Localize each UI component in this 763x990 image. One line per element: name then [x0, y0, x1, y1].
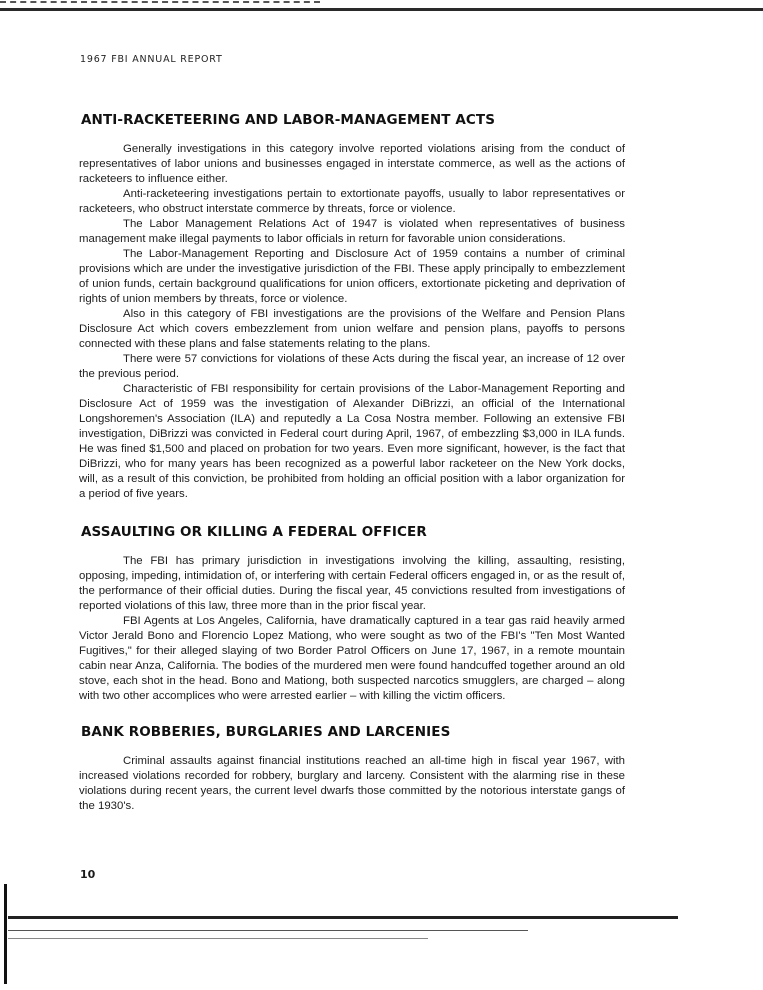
bottom-rule-line	[8, 938, 428, 939]
paragraph: Also in this category of FBI investigations are the provisions of the Welfare and Pension Plans Disclosure Act which covers embezzlement from union welfare and pension plans, payoffs to persons connected with these plans and false statements relating to the plans.	[79, 308, 625, 350]
top-border-rule	[0, 0, 763, 11]
paragraph: FBI Agents at Los Angeles, California, have dramatically captured in a tear gas raid heavily armed Victor Jerald Bono and Florencio Lopez Mationg, who were sought as two of the FBI's "Ten Most Wanted Fugitives," for their alleged slaying of two Border Patrol Officers on June 17, 1967, in a remote mountain cabin near Anza, California. The bodies of the murdered men were found handcuffed together around an old stove, each shot in the head. Bono and Mationg, both suspected narcotics smugglers, are charged – along with two other accomplices who were arrested earlier – with killing the victim officers.	[79, 615, 625, 702]
left-margin-bar	[4, 884, 7, 984]
paragraph: The Labor Management Relations Act of 1947 is violated when representatives of business management make illegal payments to labor officials in return for favorable union considerations.	[79, 218, 625, 245]
section-heading-bank-robberies: BANK ROBBERIES, BURGLARIES AND LARCENIES	[81, 724, 451, 740]
bottom-rule-line	[8, 930, 528, 931]
page-number: 10	[80, 868, 96, 881]
page-body	[79, 112, 625, 814]
bottom-border-rules	[0, 908, 763, 988]
paragraph: The Labor-Management Reporting and Disclosure Act of 1959 contains a number of criminal provisions which are under the investigative jurisdiction of the FBI. These apply principally to embezzlement of union funds, certain background qualifications for union officers, extortionate picketing and deprivation of rights of union members by threats, force or violence.	[79, 248, 625, 305]
paragraph: Criminal assaults against financial institutions reached an all-time high in fiscal year 1967, with increased violations recorded for robbery, burglary and larceny. Consistent with the alarming rise in these violations during recent years, the current level dwarfs those committed by the notorious interstate gangs of the 1930's.	[79, 755, 625, 812]
running-head: 1967 FBI ANNUAL REPORT	[80, 54, 223, 65]
paragraph: Generally investigations in this category involve reported violations arising from the conduct of representatives of labor unions and businesses engaged in interstate commerce, as well as the actions of racketeers to influence either.	[79, 143, 625, 185]
bottom-rule-line	[8, 916, 678, 919]
paragraph: There were 57 convictions for violations of these Acts during the fiscal year, an increase of 12 over the previous period.	[79, 353, 625, 380]
section-heading-anti-racketeering: ANTI-RACKETEERING AND LABOR-MANAGEMENT ACTS	[81, 112, 496, 128]
paragraph: Anti-racketeering investigations pertain to extortionate payoffs, usually to labor representatives or racketeers, who obstruct interstate commerce by threats, force or violence.	[79, 188, 625, 215]
paragraph: Characteristic of FBI responsibility for certain provisions of the Labor-Management Reporting and Disclosure Act of 1959 was the investigation of Alexander DiBrizzi, an official of the International Longshoremen's Association (ILA) and reputedly a La Cosa Nostra member. Following an extensive FBI investigation, DiBrizzi was convicted in Federal court during April, 1967, of embezzling $3,000 in ILA funds. He was fined $1,500 and placed on probation for two years. Even more significant, however, is the fact that DiBrizzi, who for many years has been recognized as a powerful labor racketeer on the New York docks, will, as a result of this conviction, be prohibited from holding an official position with a labor organization for a period of five years.	[79, 383, 625, 500]
paragraph: The FBI has primary jurisdiction in investigations involving the killing, assaulting, resisting, opposing, impeding, intimidation of, or interfering with certain Federal officers engaged in, or as the result of, the performance of their official duties. During the fiscal year, 45 convictions resulted from investigations of reported violations of this law, three more than in the prior fiscal year.	[79, 555, 625, 612]
section-heading-assaulting-officer: ASSAULTING OR KILLING A FEDERAL OFFICER	[81, 524, 427, 540]
top-dashed-rule	[0, 1, 320, 3]
section-spacer	[79, 704, 625, 724]
section-spacer	[79, 502, 625, 524]
